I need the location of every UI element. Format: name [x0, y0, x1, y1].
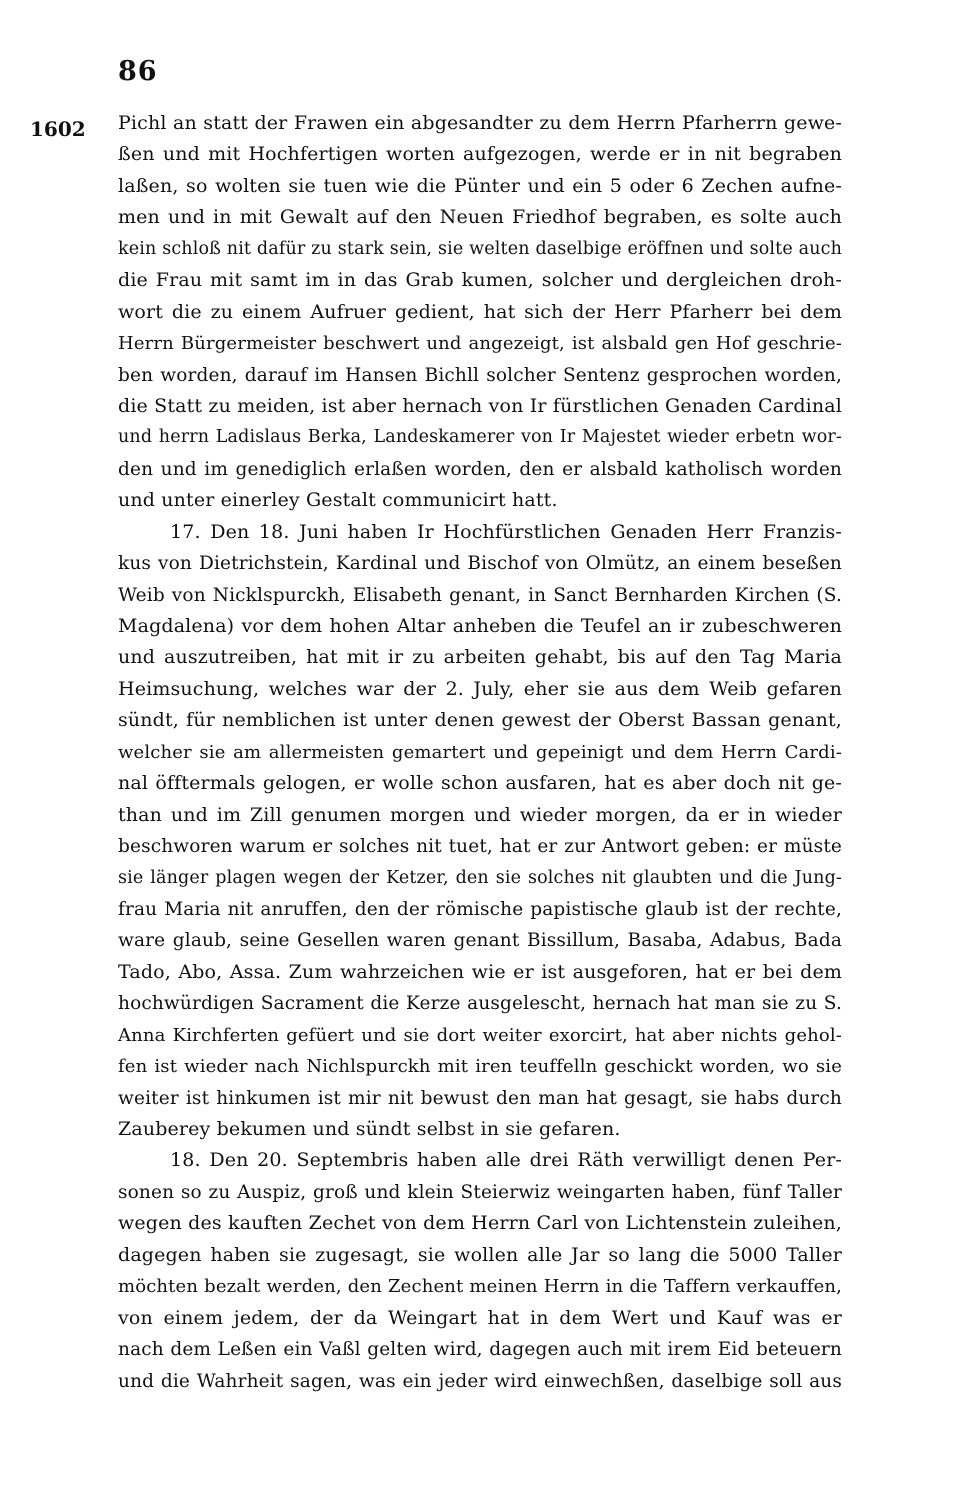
text-line: weiter ist hinkumen ist mir nit bewust den man hat gesagt, sie habs durch: [118, 1087, 842, 1109]
text-line: den und im genediglich erlaßen worden, den er alsbald katholisch worden: [118, 458, 842, 480]
page-number: 86: [118, 56, 158, 87]
text-line: men und in mit Gewalt auf den Neuen Friedhof begraben, es solte auch: [118, 206, 842, 229]
text-line: Anna Kirchferten gefüert und sie dort weiter exorcirt, hat aber nichts gehol-: [118, 1024, 842, 1046]
text-line: nach dem Leßen ein Vaßl gelten wird, dagegen auch mit irem Eid beteuern: [118, 1339, 842, 1361]
text-line: welcher sie am allermeisten gemartert und gepeinigt und dem Herrn Cardi-: [118, 741, 842, 763]
text-line: und herrn Ladislaus Berka, Landeskamerer von Ir Majestet wieder erbetn wor-: [118, 427, 842, 448]
text-line: ware glaub, seine Gesellen waren genant Bissillum, Basaba, Adabus, Bada: [118, 930, 842, 952]
text-line: laßen, so wolten sie tuen wie die Pünter und ein 5 oder 6 Zechen aufne-: [118, 174, 842, 197]
text-line: than und im Zill genumen morgen und wieder morgen, da er in wieder: [118, 803, 842, 826]
text-line: und unter einerley Gestalt communicirt hatt.: [118, 489, 558, 512]
text-line: 18. Den 20. Septembris haben alle drei Räth verwilligt denen Per-: [170, 1149, 842, 1172]
text-line: Pichl an statt der Frawen ein abgesandter zu dem Herrn Pfarherrn gewe-: [118, 112, 842, 134]
text-line: und die Wahrheit sagen, was ein jeder wird einwechßen, daselbige soll aus: [118, 1370, 842, 1392]
text-line: die Statt zu meiden, ist aber hernach von Ir fürstlichen Genaden Cardinal: [118, 394, 842, 417]
text-line: hochwürdigen Sacrament die Kerze ausgelescht, hernach hat man sie zu S.: [118, 993, 842, 1015]
text-line: fen ist wieder nach Nichlspurckh mit iren teuffelln geschickt worden, wo sie: [118, 1056, 842, 1078]
text-line: sie länger plagen wegen der Ketzer, den sie solches nit glaubten und die Jung-: [118, 867, 842, 888]
text-line: Magdalena) vor dem hohen Altar anheben die Teufel an ir zubeschweren: [118, 615, 842, 637]
text-line: wegen des kauften Zechet von dem Herrn Carl von Lichtenstein zuleihen,: [118, 1212, 842, 1235]
text-line: Weib von Nicklspurckh, Elisabeth genant, in Sanct Bernharden Kirchen (S.: [118, 584, 842, 606]
body-text: [118, 108, 842, 1397]
text-line: dagegen haben sie zugesagt, sie wollen alle Jar so lang die 5000 Taller: [118, 1243, 842, 1266]
text-line: ben worden, darauf im Hansen Bichll solcher Sentenz gesprochen worden,: [118, 364, 842, 386]
text-line: sündt, für nemblichen ist unter denen gewest der Oberst Bassan genant,: [118, 709, 842, 732]
text-line: wort die zu einem Aufruer gedient, hat sich der Herr Pfarherr bei dem: [118, 300, 842, 323]
text-line: frau Maria nit anruffen, den der römische papistische glaub ist der rechte,: [118, 898, 842, 920]
text-line: kein schloß nit dafür zu stark sein, sie welten daselbige eröffnen und solte auch: [118, 238, 842, 259]
text-line: sonen so zu Auspiz, groß und klein Steierwiz weingarten haben, fünf Taller: [118, 1181, 842, 1203]
text-line: kus von Dietrichstein, Kardinal und Bischof von Olmütz, an einem beseßen: [118, 553, 842, 575]
text-line: möchten bezalt werden, den Zechent meinen Herrn in die Taffern verkauffen,: [118, 1276, 842, 1298]
text-line: beschworen warum er solches nit tuet, hat er zur Antwort geben: er müste: [118, 836, 842, 858]
text-line: von einem jedem, der da Weingart hat in dem Wert und Kauf was er: [118, 1306, 842, 1329]
text-line: die Frau mit samt im in das Grab kumen, solcher und dergleichen droh-: [118, 269, 842, 292]
text-line: Tado, Abo, Assa. Zum wahrzeichen wie er ist ausgeforen, hat er bei dem: [118, 960, 842, 983]
text-line: Heimsuchung, welches war der 2. July, eher sie aus dem Weib gefaren: [118, 677, 842, 700]
text-line: 17. Den 18. Juni haben Ir Hochfürstlichen Genaden Herr Franzis-: [170, 520, 842, 543]
text-line: ßen und mit Hochfertigen worten aufgezogen, werde er in nit begraben: [118, 143, 842, 166]
text-line: Zauberey bekumen und sündt selbst in sie gefaren.: [118, 1118, 621, 1140]
text-line: Herrn Bürgermeister beschwert und angezeigt, ist alsbald gen Hof geschrie-: [118, 333, 842, 355]
text-line: und auszutreiben, hat mit ir zu arbeiten gehabt, bis auf den Tag Maria: [118, 646, 842, 669]
margin-year-note: 1602: [30, 117, 86, 141]
text-line: nal öfftermals gelogen, er wolle schon ausfaren, hat es aber doch nit ge-: [118, 772, 842, 795]
